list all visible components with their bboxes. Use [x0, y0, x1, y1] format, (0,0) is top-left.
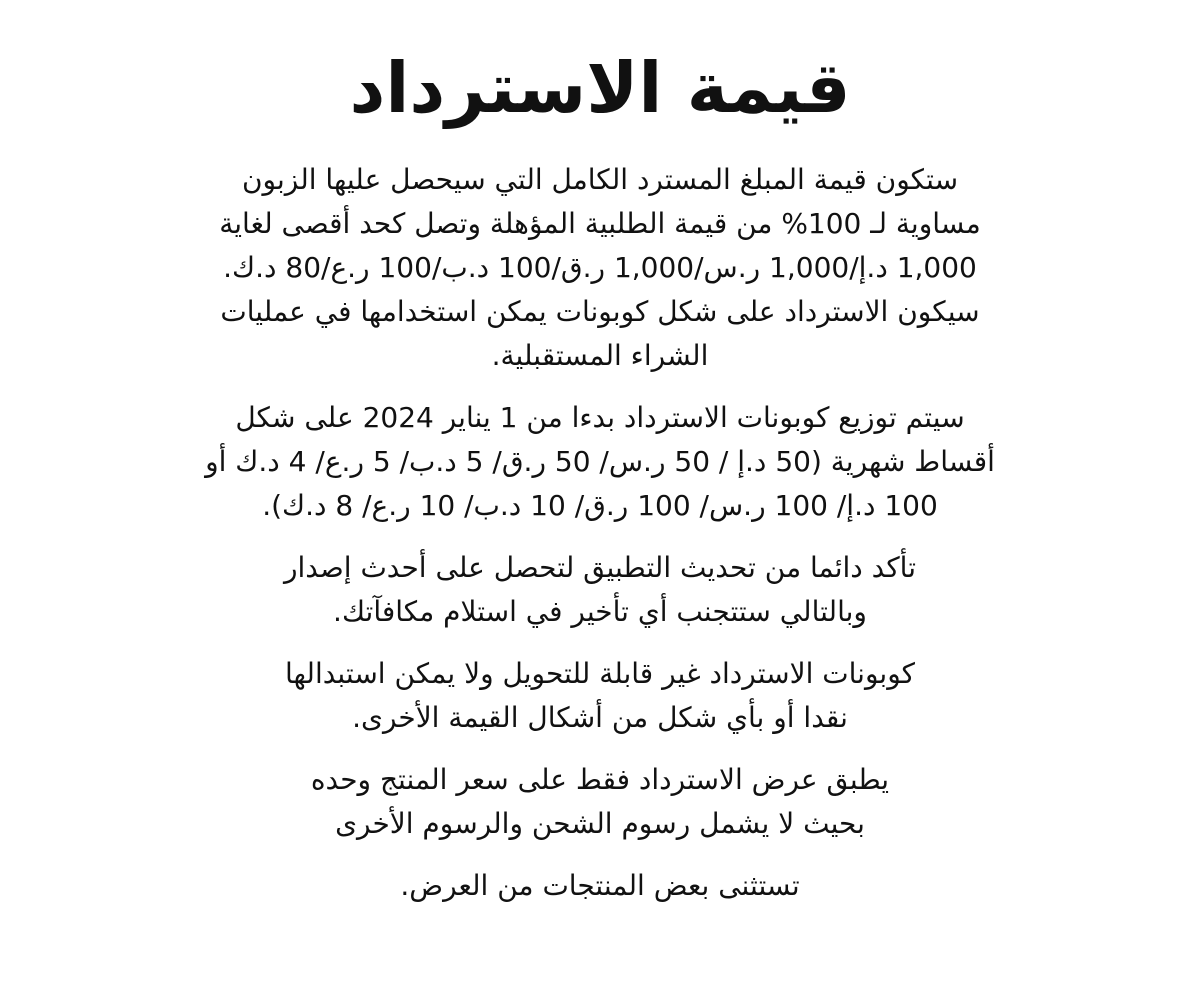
text-line: سيكون الاسترداد على شكل كوبونات يمكن استخدامها في عمليات: [220, 295, 980, 328]
paragraph-update-app: [0, 546, 1200, 634]
paragraph-exclusions: [0, 864, 1200, 908]
paragraph-refund-amount: [0, 158, 1200, 378]
text-line: نقدا أو بأي شكل من أشكال القيمة الأخرى.: [352, 701, 848, 734]
text-line: الشراء المستقبلية.: [491, 339, 709, 372]
text-line: وبالتالي ستتجنب أي تأخير في استلام مكافآتك.: [333, 595, 867, 628]
text-line: أقساط شهرية (50 د.إ / 50 ر.س/ 50 ر.ق/ 5 د.ب/ 5 ر.ع/ 4 د.ك أو: [205, 445, 995, 478]
paragraph-distribution: [0, 396, 1200, 528]
paragraph-non-transferable: [0, 652, 1200, 740]
text-line: 1,000 د.إ/1,000 ر.س/1,000 ر.ق/100 د.ب/100 ر.ع/80 د.ك.: [223, 251, 977, 284]
text-line: كوبونات الاسترداد غير قابلة للتحويل ولا يمكن استبدالها: [284, 657, 915, 690]
text-line: بحيث لا يشمل رسوم الشحن والرسوم الأخرى: [335, 807, 865, 840]
text-line: تستثنى بعض المنتجات من العرض.: [400, 869, 800, 902]
paragraph-product-price-only: [0, 758, 1200, 846]
text-line: يطبق عرض الاسترداد فقط على سعر المنتج وحده: [310, 763, 890, 796]
text-line: سيتم توزيع كوبونات الاسترداد بدءا من 1 يناير 2024 على شكل: [235, 401, 965, 434]
text-line: تأكد دائما من تحديث التطبيق لتحصل على أحدث إصدار: [283, 551, 916, 584]
text-line: ستكون قيمة المبلغ المسترد الكامل التي سيحصل عليها الزبون: [241, 163, 959, 196]
text-line: 100 د.إ/ 100 ر.س/ 100 ر.ق/ 10 د.ب/ 10 ر.ع/ 8 د.ك).: [262, 489, 938, 522]
text-line: مساوية لـ 100% من قيمة الطلبية المؤهلة وتصل كحد أقصى لغاية: [219, 207, 981, 240]
page-title: قيمة الاسترداد: [349, 47, 851, 129]
